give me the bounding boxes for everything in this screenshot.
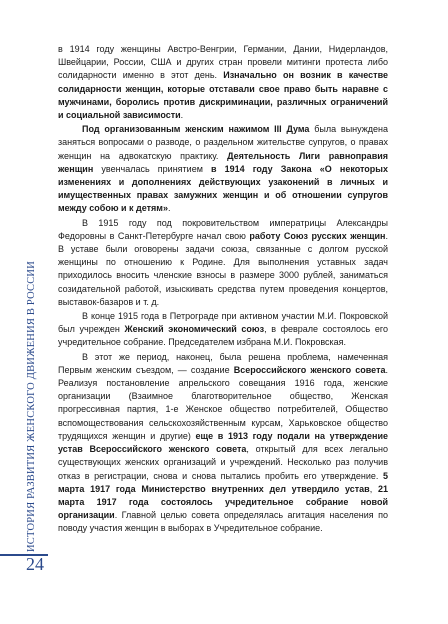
text-segment: , [369,483,378,494]
bold-segment: Деятельность Лиги равноправия женщин [58,150,389,174]
text-segment: . В уставе были оговорены задачи союза, связанные с долгом русской женщины по отношению к Родине. Для выполнения уставных задач приходилось вносить членские взносы в размере 3000 рублей, заниматься созидательной работой, изыскивать средства путем проведения концертов, выставок-базаров и т. д. [58,230,388,307]
paragraph-3 [58,217,388,309]
text-segment: В конце 1915 года в Петрограде при активном участии М.И. Покровской был учрежден [58,311,388,335]
running-head: ИСТОРИЯ РАЗВИТИЯ ЖЕНСКОГО ДВИЖЕНИЯ В РОССИИ [26,261,37,552]
bold-segment: работу Союз русских женщин [249,230,386,241]
bold-segment: Изначально он возник в качестве солидарности женщин, которые отставали свое право быть наравне с мужчинами, боролись против дискриминации, различных ограничений и социальной зависимости [58,70,388,121]
bold-segment: 21 марта 1917 года состоялось учредительное собрание новой организации [58,483,388,521]
text-segment: была вынуждена заняться вопросами о разводе, о раздельном жительстве супругов, о правах женщин на адвокатскую практику. [58,124,388,161]
bold-segment: Всероссийского женского совета [233,364,386,375]
bold-segment: в 1914 году Закона «О некоторых изменениях и дополнениях действующих узаконений в личных и имущественных правах замужних женщин и об отношении супругов между собою и к детям» [58,163,388,214]
text-segment: . [167,203,171,214]
text-segment: . Реализуя постановление апрельского совещания 1916 года, женские организации (Взаимное благотворительное общество, Женская прогрессивная партия, 1-е Женское общество потребителей, Общество вспомоществования сельскохозяйственным курсам, Харьковское общество трудящихся женщин и другие) [58,364,388,441]
paragraph-2 [58,123,388,215]
page-number: 24 [26,554,44,574]
text-segment: увенчалась принятием [93,163,211,174]
paragraph-4 [58,310,388,350]
bold-segment: еще в 1913 году подали на утверждение устав Всероссийского женского совета [58,430,389,455]
text-segment: В 1915 году под покровительством императрицы Александры Федоровны в Санкт-Петербурге начал свою [58,217,388,241]
text-segment: . Главной целью совета определялась агитация населения по поводу участия женщин в выборах в Учредительное собрание. [58,510,388,534]
text-segment: , открытый для всех легально существующих женских организаций и учреждений. Несколько раз получив отказ в регистрации, снова и снова пытались пробить его утверждение. [58,444,388,481]
bold-segment: Женский экономический союз [124,324,265,335]
text-segment: в 1914 году женщины Австро-Венгрии, Германии, Дании, Нидерландов, Швейцарии, России, США и других стран провели митинги протеста либо солидарности именно в этот день. [58,44,388,81]
bold-segment: 5 марта 1917 года Министерство внутренних дел утвердило устав [58,470,388,494]
text-segment: В этот же период, наконец, была решена проблема, намеченная Первым женским съездом, — создание [58,351,388,375]
bold-segment: Под организованным женским нажимом III Дума [82,124,310,135]
paragraph-1 [58,43,388,122]
text-segment: . [180,110,184,121]
text-column [58,43,388,536]
paragraph-5 [58,351,388,536]
text-segment: , в феврале состоялось его учредительное собрание. Председателем избрана М.И. Покровская. [58,324,388,348]
